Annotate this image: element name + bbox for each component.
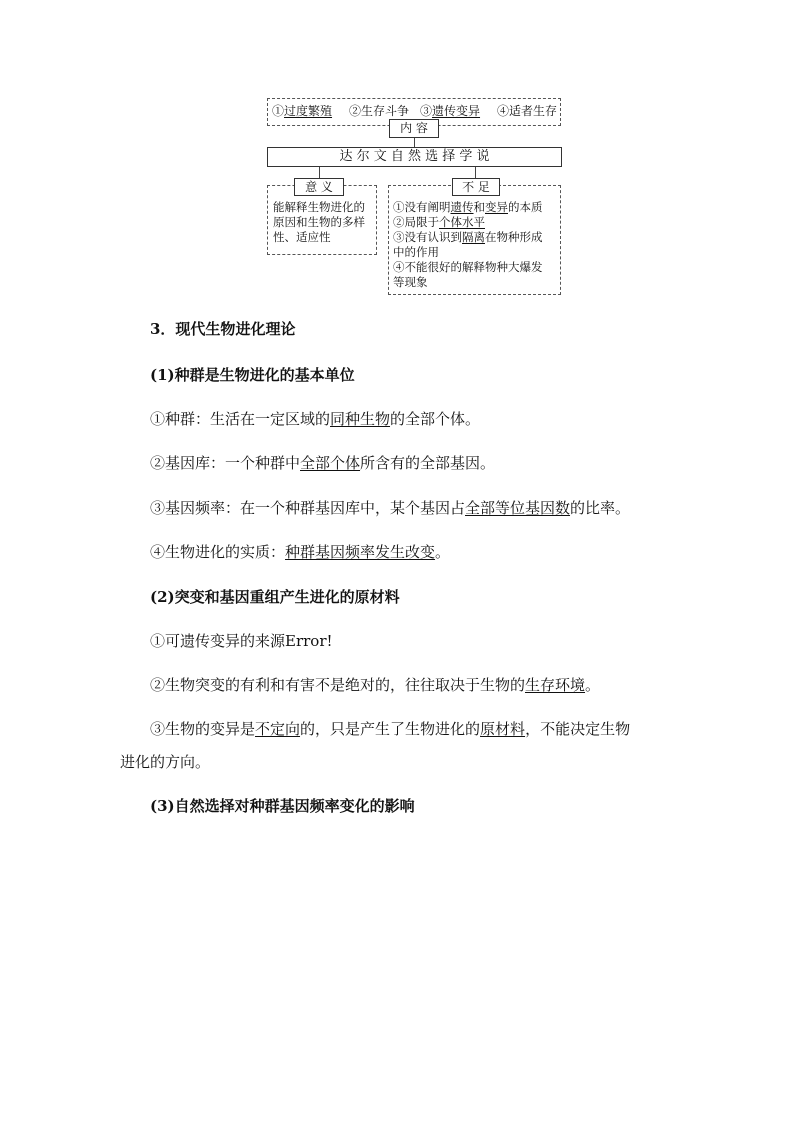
content-item-3 [420, 103, 480, 119]
subheading-2: (2)突变和基因重组产生进化的原材料 [150, 588, 400, 606]
paragraph-variation-direction-post: ，不能决定生物 [525, 720, 631, 738]
content-item-3-num: ③ [420, 104, 433, 118]
connector-theory-shortcoming [475, 167, 476, 178]
paragraph-evolution-essence-pre: ④生物进化的实质： [150, 543, 286, 561]
paragraph-gene-frequency-pre: ③基因频率：在一个种群基因库中，某个基因占 [150, 499, 466, 517]
content-item-2-text: 生存斗争 [361, 104, 410, 118]
content-item-4-text: 适者生存 [509, 104, 558, 118]
shortcoming-1-u1: 遗传 [450, 200, 474, 214]
content-label: 内 容 [389, 119, 439, 138]
paragraph-variation-direction-pre: ③生物的变异是 [150, 720, 256, 738]
paragraph-gene-pool-post: 所含有的全部基因。 [360, 454, 496, 472]
content-item-2-num: ② [349, 104, 362, 118]
shortcoming-2 [393, 214, 485, 230]
shortcoming-3-pre: ③没有认识到 [393, 230, 462, 244]
shortcoming-1-u2: 变异 [485, 200, 508, 214]
content-item-2 [349, 103, 409, 119]
subheading-3: (3)自然选择对种群基因频率变化的影响 [150, 797, 415, 815]
content-item-3-text: 遗传变异 [432, 104, 481, 118]
paragraph-evolution-essence-u: 种群基因频率发生改变 [285, 543, 436, 561]
content-item-4-num: ④ [497, 104, 510, 118]
content-item-1 [272, 103, 332, 119]
paragraph-gene-frequency [150, 497, 630, 519]
shortcoming-3 [393, 229, 543, 245]
paragraph-mutation-post: 。 [585, 676, 601, 694]
paragraph-variation-source: ①可遗传变异的来源Error! [150, 632, 333, 650]
meaning-label: 意 义 [294, 178, 344, 196]
shortcoming-1 [393, 199, 543, 215]
paragraph-gene-pool [150, 452, 495, 474]
paragraph-evolution-essence-post: 。 [435, 543, 451, 561]
meaning-line-1: 能解释生物进化的 [273, 200, 365, 214]
paragraph-population-u: 同种生物 [330, 410, 391, 428]
shortcoming-1-mid: 和 [473, 200, 485, 214]
shortcoming-3-u: 隔离 [462, 230, 485, 244]
shortcoming-3-post: 在物种形成 [485, 230, 543, 244]
paragraph-variation-direction-u2: 原材料 [480, 720, 526, 738]
content-item-1-num: ① [272, 104, 285, 118]
shortcoming-4: ④不能很好的解释物种大爆发 [393, 260, 543, 274]
subheading-1: (1)种群是生物进化的基本单位 [150, 366, 355, 384]
paragraph-population [150, 408, 480, 430]
content-item-4 [497, 103, 557, 119]
shortcoming-label: 不 足 [452, 178, 500, 196]
theory-title: 达 尔 文 自 然 选 择 学 说 [267, 147, 562, 167]
shortcoming-4-cont: 等现象 [393, 275, 428, 289]
shortcoming-3-cont: 中的作用 [393, 245, 439, 259]
paragraph-mutation-u: 生存环境 [525, 676, 586, 694]
meaning-line-3: 性、适应性 [273, 230, 331, 244]
paragraph-population-pre: ①种群：生活在一定区域的 [150, 410, 331, 428]
paragraph-gene-pool-u: 全部个体 [300, 454, 361, 472]
shortcoming-1-pre: ①没有阐明 [393, 200, 451, 214]
paragraph-variation-direction-cont: 进化的方向。 [120, 753, 211, 771]
paragraph-population-post: 的全部个体。 [390, 410, 481, 428]
paragraph-mutation-pre: ②生物突变的有利和有害不是绝对的，往往取决于生物的 [150, 676, 526, 694]
paragraph-variation-direction-mid: 的，只是产生了生物进化的 [300, 720, 481, 738]
section-heading-3: 3．现代生物进化理论 [150, 320, 296, 338]
shortcoming-2-u: 个体水平 [439, 215, 485, 229]
paragraph-gene-frequency-u: 全部等位基因数 [465, 499, 571, 517]
shortcoming-2-pre: ②局限于 [393, 215, 439, 229]
meaning-line-2: 原因和生物的多样 [273, 215, 365, 229]
paragraph-evolution-essence [150, 541, 450, 563]
content-item-1-text: 过度繁殖 [284, 104, 333, 118]
paragraph-variation-direction-u1: 不定向 [255, 720, 301, 738]
shortcoming-1-post: 的本质 [508, 200, 543, 214]
paragraph-variation-direction [150, 718, 630, 740]
connector-content-theory [414, 138, 415, 147]
connector-theory-meaning [319, 167, 320, 178]
paragraph-mutation [150, 674, 600, 696]
paragraph-gene-pool-pre: ②基因库：一个种群中 [150, 454, 301, 472]
paragraph-gene-frequency-post: 的比率。 [570, 499, 631, 517]
